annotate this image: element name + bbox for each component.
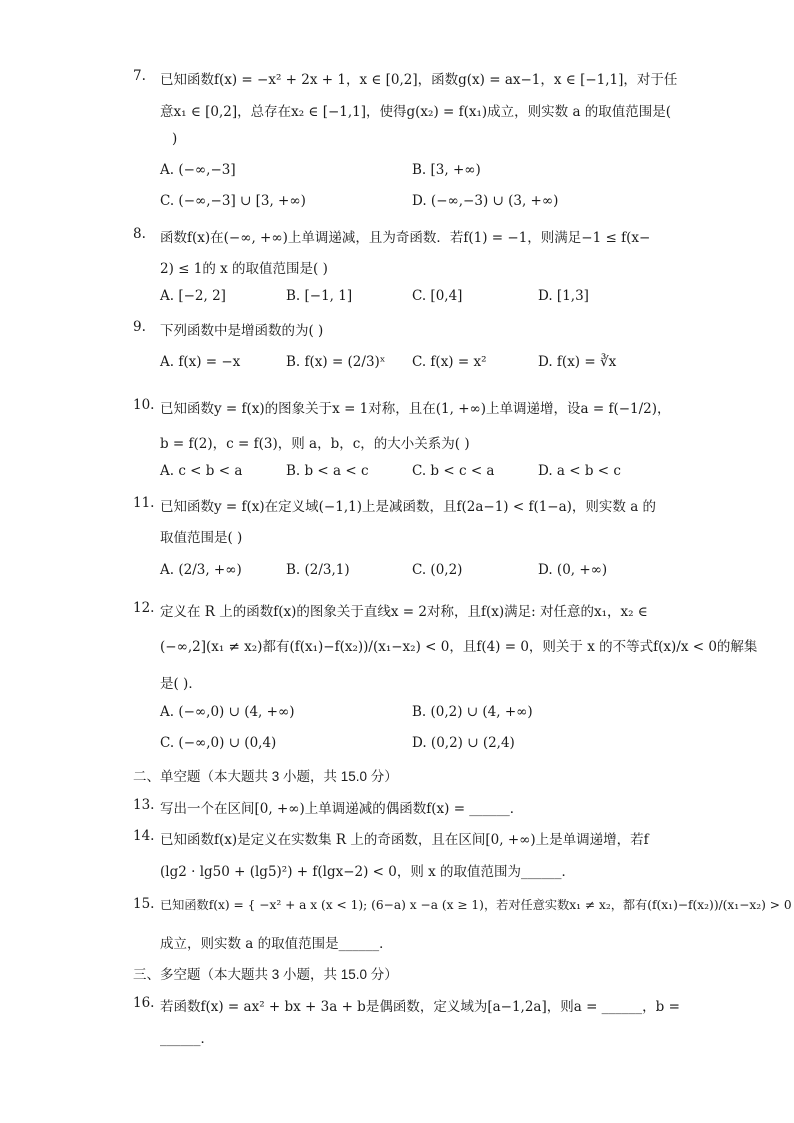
section-heading-single-blank: 二、单空题（本大题共 3 小题，共 15.0 分） [133, 769, 398, 784]
q11-line2: 取值范围是( ) [160, 530, 243, 546]
q12-line3: 是( )． [160, 676, 202, 692]
q15-number: 15. [133, 896, 155, 912]
q10-number: 10. [133, 397, 155, 413]
q7-option-c[interactable]: C. (−∞,−3] ∪ [3, +∞) [160, 193, 306, 209]
q10-line1: 已知函数y = f(x)的图象关于x = 1对称，且在(1, +∞)上单调递增，设a = f(−1/2)， [160, 401, 671, 417]
q13-number: 13. [133, 797, 155, 813]
q7-line1: 已知函数f(x) = −x² + 2x + 1，x ∈ [0,2]，函数g(x) = ax−1，x ∈ [−1,1]，对于任 [160, 72, 678, 88]
q11-option-a[interactable]: A. (2/3, +∞) [160, 562, 242, 578]
q11-number: 11. [133, 495, 155, 511]
q8-line2: 2) ≤ 1的 x 的取值范围是( ) [160, 261, 328, 277]
q8-option-b[interactable]: B. [−1, 1] [286, 288, 353, 304]
q7-number: 7. [133, 68, 146, 84]
q14-number: 14. [133, 828, 155, 844]
q11-option-d[interactable]: D. (0, +∞) [538, 562, 608, 578]
q7-option-b[interactable]: B. [3, +∞) [412, 162, 481, 178]
q12-line1: 定义在 R 上的函数f(x)的图象关于直线x = 2对称，且f(x)满足: 对任意的x₁，x₂ ∈ [160, 604, 648, 620]
q8-option-d[interactable]: D. [1,3] [538, 288, 589, 304]
q8-option-c[interactable]: C. [0,4] [412, 288, 463, 304]
q8-number: 8. [133, 226, 146, 242]
q9-line1: 下列函数中是增函数的为( ) [160, 323, 324, 339]
q7-line3: ) [172, 131, 178, 147]
q9-option-c[interactable]: C. f(x) = x² [412, 354, 487, 370]
q11-option-c[interactable]: C. (0,2) [412, 562, 463, 578]
q9-number: 9. [133, 319, 146, 335]
q13-line1: 写出一个在区间[0, +∞)上单调递减的偶函数f(x) = ______． [160, 801, 524, 817]
q16-line2: ______． [160, 1031, 214, 1047]
q14-line1: 已知函数f(x)是定义在实数集 R 上的奇函数，且在区间[0, +∞)上是单调递增，若f [160, 832, 649, 848]
q11-option-b[interactable]: B. (2/3,1) [286, 562, 350, 578]
q9-option-b[interactable]: B. f(x) = (2/3)ˣ [286, 354, 386, 370]
q12-line2: (−∞,2](x₁ ≠ x₂)都有(f(x₁)−f(x₂))/(x₁−x₂) < 0，且f(4) = 0，则关于 x 的不等式f(x)/x < 0的解集 [160, 639, 758, 655]
q10-line2: b = f(2)，c = f(3)，则 a，b，c，的大小关系为( ) [160, 436, 470, 452]
q7-option-a[interactable]: A. (−∞,−3] [160, 162, 236, 178]
q16-line1: 若函数f(x) = ax² + bx + 3a + b是偶函数，定义域为[a−1,2a]，则a = ______，b = [160, 999, 680, 1015]
q10-option-c[interactable]: C. b < c < a [412, 463, 495, 479]
q9-option-d[interactable]: D. f(x) = ∛x [538, 354, 617, 370]
q12-option-c[interactable]: C. (−∞,0) ∪ (0,4) [160, 735, 277, 751]
q8-option-a[interactable]: A. [−2, 2] [160, 288, 226, 304]
section-heading-multi-blank: 三、多空题（本大题共 3 小题，共 15.0 分） [133, 967, 398, 982]
q12-option-b[interactable]: B. (0,2) ∪ (4, +∞) [412, 704, 533, 720]
q11-line1: 已知函数y = f(x)在定义域(−1,1)上是减函数，且f(2a−1) < f(1−a)，则实数 a 的 [160, 499, 657, 515]
q15-line2: 成立，则实数 a 的取值范围是______． [160, 936, 393, 952]
q7-line2: 意x₁ ∈ [0,2]，总存在x₂ ∈ [−1,1]，使得g(x₂) = f(x₁)成立，则实数 a 的取值范围是( [160, 104, 672, 120]
q15-line1: 已知函数f(x) = { −x² + a x (x < 1); (6−a) x −a (x ≥ 1)，若对任意实数x₁ ≠ x₂，都有(f(x₁)−f(x₂))/(x₁−x₂) > 0 [160, 898, 792, 912]
q12-option-a[interactable]: A. (−∞,0) ∪ (4, +∞) [160, 704, 295, 720]
q14-line2: (lg2 · lg50 + (lg5)²) + f(lgx−2) < 0，则 x 的取值范围为______． [160, 864, 576, 880]
q9-option-a[interactable]: A. f(x) = −x [160, 354, 241, 370]
q12-number: 12. [133, 600, 155, 616]
q16-number: 16. [133, 995, 155, 1011]
q10-option-d[interactable]: D. a < b < c [538, 463, 621, 479]
q10-option-b[interactable]: B. b < a < c [286, 463, 369, 479]
q7-option-d[interactable]: D. (−∞,−3) ∪ (3, +∞) [412, 193, 559, 209]
q10-option-a[interactable]: A. c < b < a [160, 463, 243, 479]
q12-option-d[interactable]: D. (0,2) ∪ (2,4) [412, 735, 515, 751]
q8-line1: 函数f(x)在(−∞, +∞)上单调递减，且为奇函数．若f(1) = −1，则满足−1 ≤ f(x− [160, 230, 651, 246]
